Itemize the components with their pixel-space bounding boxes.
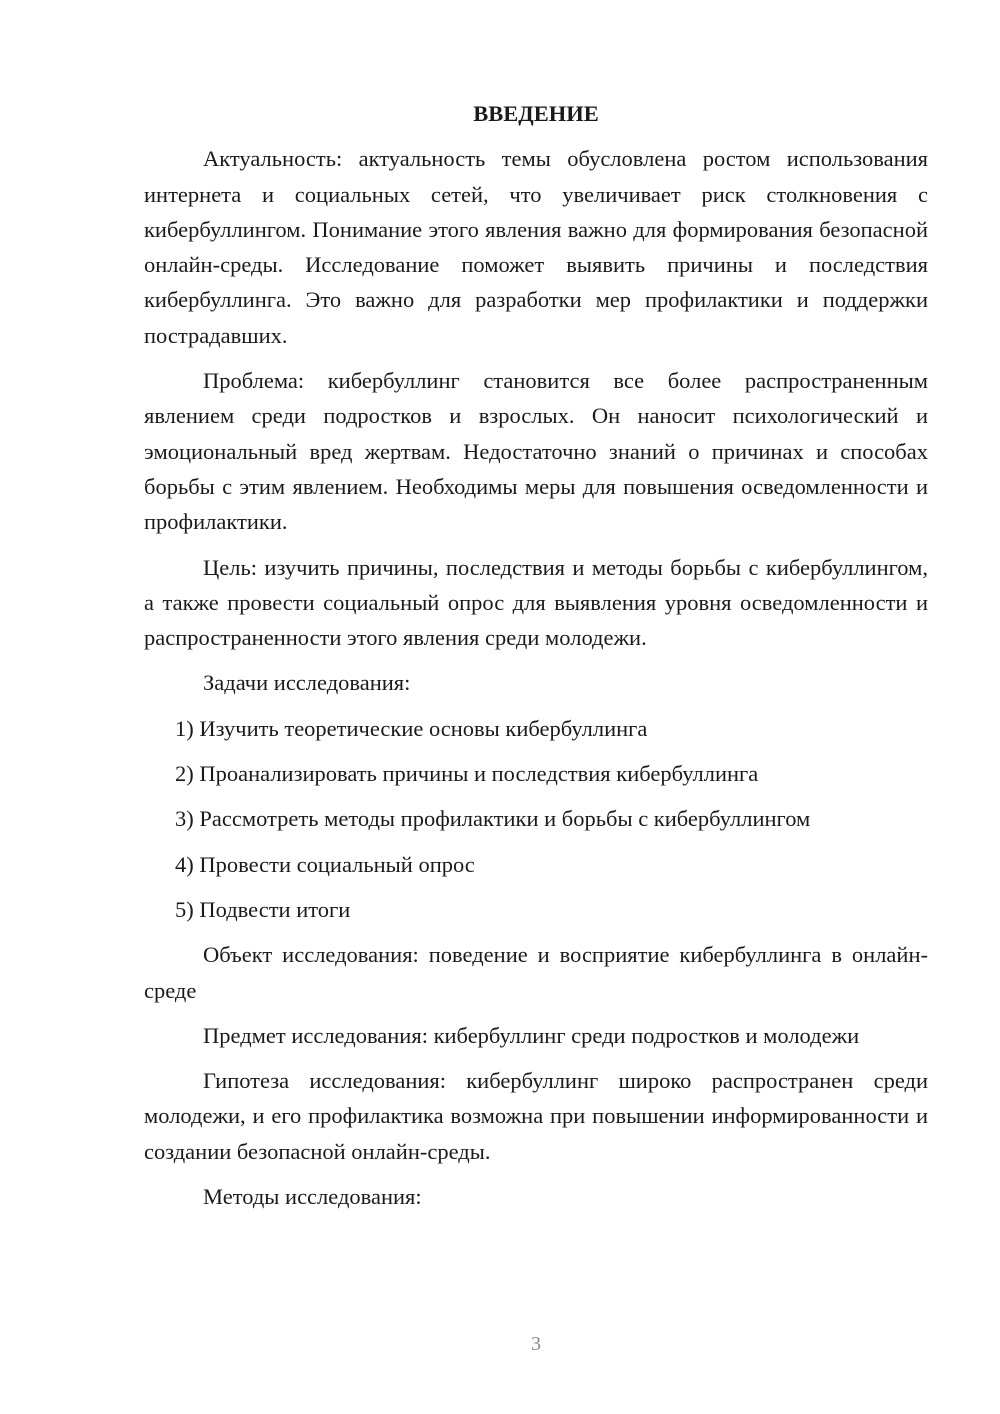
list-item: 2) Проанализировать причины и последствия кибербуллинга bbox=[175, 761, 759, 787]
list-item: 4) Провести социальный опрос bbox=[175, 851, 475, 877]
paragraph-tasks-heading: Задачи исследования: bbox=[203, 670, 411, 696]
list-item: 1) Изучить теоретические основы кибербуллинга bbox=[175, 715, 648, 741]
paragraph-object: Объект исследования: поведение и восприятие кибербуллинга в онлайн-среде bbox=[144, 942, 928, 1003]
paragraph-relevance: Актуальность: актуальность темы обусловлена ростом использования интернета и социальных сетей, что увеличивает риск столкновения с кибербуллингом. Понимание этого явления важно для формирования безопасной онлайн-среды. Исследование поможет выявить причины и последствия кибербуллинга. Это важно для разработки мер профилактики и поддержки пострадавших. bbox=[144, 146, 928, 348]
paragraph-subject: Предмет исследования: кибербуллинг среди подростков и молодежи bbox=[203, 1022, 860, 1048]
list-item: 5) Подвести итоги bbox=[175, 896, 351, 922]
section-title: ВВЕДЕНИЕ bbox=[473, 101, 599, 126]
paragraph-hypothesis: Гипотеза исследования: кибербуллинг широко распространен среди молодежи, и его профилактика возможна при повышении информированности и создании безопасной онлайн-среды. bbox=[144, 1068, 928, 1164]
list-item: 3) Рассмотреть методы профилактики и борьбы с кибербуллингом bbox=[175, 806, 811, 832]
paragraph-methods: Методы исследования: bbox=[203, 1184, 422, 1210]
tasks-list bbox=[144, 711, 928, 927]
paragraph-goal: Цель: изучить причины, последствия и методы борьбы с кибербуллингом, а также провести социальный опрос для выявления уровня осведомленности и распространенности этого явления среди молодежи. bbox=[144, 554, 928, 651]
page-content bbox=[144, 96, 928, 1224]
paragraph-problem: Проблема: кибербуллинг становится все более распространенным явлением среди подростков и взрослых. Он наносит психологический и эмоциональный вред жертвам. Недостаточно знаний о причинах и способах борьбы с этим явлением. Необходимы меры для повышения осведомленности и профилактики. bbox=[144, 368, 928, 535]
page-number: 3 bbox=[531, 1333, 541, 1355]
